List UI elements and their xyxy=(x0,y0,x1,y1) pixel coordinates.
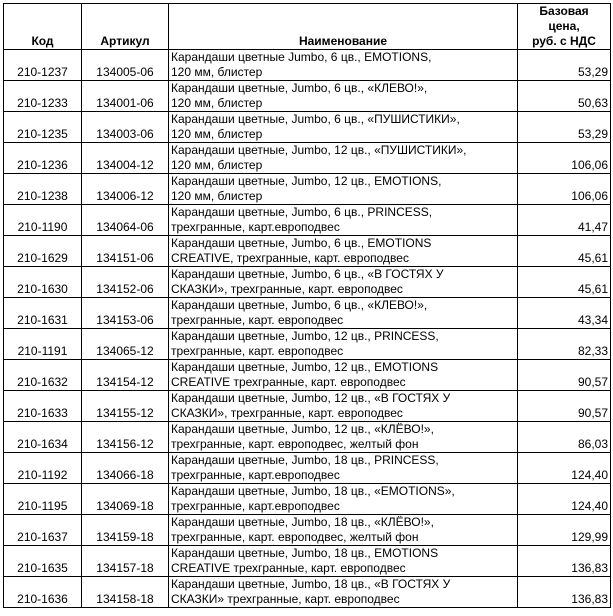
cell-name xyxy=(169,112,518,143)
header-price-line1: Базовая xyxy=(539,4,589,18)
cell-name-line2: СКАЗКИ», трехгранные, карт. европодвес xyxy=(171,282,403,296)
cell-name-line2: 120 мм, блистер xyxy=(171,189,263,203)
cell-price: 82,33 xyxy=(518,329,611,360)
cell-name xyxy=(169,50,518,81)
cell-code: 210-1190 xyxy=(4,205,82,236)
cell-name-line2: CREATIVE, трехгранные, карт. европодвес xyxy=(171,251,409,265)
table-row xyxy=(4,546,611,577)
table-row xyxy=(4,453,611,484)
cell-article: 134066-18 xyxy=(82,453,169,484)
cell-price: 45,61 xyxy=(518,236,611,267)
cell-name xyxy=(169,391,518,422)
header-price xyxy=(518,4,611,50)
table-row xyxy=(4,236,611,267)
cell-name-line2: трехгранные, карт.европодвес xyxy=(171,468,340,482)
cell-name-line1: Карандаши цветные, Jumbo, 18 цв., EMOTIONS xyxy=(171,546,439,560)
cell-name-line2: трехгранные, карт.европодвес xyxy=(171,220,340,234)
table-row xyxy=(4,422,611,453)
cell-article: 134157-18 xyxy=(82,546,169,577)
header-name: Наименование xyxy=(169,4,518,50)
cell-price: 136,83 xyxy=(518,546,611,577)
table-row xyxy=(4,577,611,608)
cell-name-line2: 120 мм, блистер xyxy=(171,96,263,110)
cell-name xyxy=(169,205,518,236)
cell-price: 90,57 xyxy=(518,360,611,391)
table-row xyxy=(4,391,611,422)
cell-name-line2: 120 мм, блистер xyxy=(171,127,263,141)
cell-name-line1: Карандаши цветные, Jumbo, 18 цв., PRINCESS, xyxy=(171,453,439,467)
cell-name xyxy=(169,81,518,112)
cell-article: 134069-18 xyxy=(82,484,169,515)
cell-name-line1: Карандаши цветные, Jumbo, 6 цв., EMOTIONS xyxy=(171,236,432,250)
cell-article: 134004-12 xyxy=(82,143,169,174)
cell-name-line2: трехгранные, карт.европодвес xyxy=(171,499,340,513)
cell-name xyxy=(169,577,518,608)
cell-code: 210-1192 xyxy=(4,453,82,484)
cell-name-line1: Карандаши цветные, Jumbo, 6 цв., PRINCESS, xyxy=(171,205,433,219)
header-price-line3: руб. с НДС xyxy=(532,34,596,48)
cell-name xyxy=(169,484,518,515)
cell-code: 210-1191 xyxy=(4,329,82,360)
cell-price: 41,47 xyxy=(518,205,611,236)
cell-name-line2: СКАЗКИ» трехгранные, карт. европодвес xyxy=(171,592,400,606)
cell-price: 106,06 xyxy=(518,143,611,174)
cell-name xyxy=(169,360,518,391)
cell-code: 210-1631 xyxy=(4,298,82,329)
cell-name-line2: 120 мм, блистер xyxy=(171,158,263,172)
cell-code: 210-1237 xyxy=(4,50,82,81)
cell-code: 210-1634 xyxy=(4,422,82,453)
cell-name-line1: Карандаши цветные, Jumbo, 12 цв., EMOTIONS xyxy=(171,360,439,374)
cell-code: 210-1238 xyxy=(4,174,82,205)
table-row xyxy=(4,484,611,515)
cell-article: 134005-06 xyxy=(82,50,169,81)
cell-name-line1: Карандаши цветные, Jumbo, 12 цв., «ПУШИСТИКИ», xyxy=(171,143,467,157)
cell-price: 124,40 xyxy=(518,484,611,515)
cell-name-line2: трехгранные, карт. европодвес xyxy=(171,313,344,327)
table-row xyxy=(4,298,611,329)
cell-name xyxy=(169,143,518,174)
cell-code: 210-1637 xyxy=(4,515,82,546)
header-price-line2: цена, xyxy=(548,19,580,33)
cell-name-line1: Карандаши цветные Jumbo, 6 цв., EMOTIONS, xyxy=(171,50,432,64)
cell-name xyxy=(169,453,518,484)
cell-price: 124,40 xyxy=(518,453,611,484)
table-row xyxy=(4,205,611,236)
table-row xyxy=(4,174,611,205)
cell-code: 210-1632 xyxy=(4,360,82,391)
cell-name-line1: Карандаши цветные, Jumbo, 12 цв., «КЛЁВО!», xyxy=(171,422,434,436)
cell-article: 134156-12 xyxy=(82,422,169,453)
cell-article: 134003-06 xyxy=(82,112,169,143)
cell-name-line1: Карандаши цветные, Jumbo, 6 цв., «ПУШИСТИКИ», xyxy=(171,112,460,126)
cell-price: 90,57 xyxy=(518,391,611,422)
cell-name-line1: Карандаши цветные, Jumbo, 18 цв., «EMOTIONS», xyxy=(171,484,455,498)
cell-code: 210-1636 xyxy=(4,577,82,608)
cell-name-line1: Карандаши цветные, Jumbo, 18 цв., «В ГОСТЯХ У xyxy=(171,577,451,591)
cell-price: 53,29 xyxy=(518,50,611,81)
cell-name-line1: Карандаши цветные, Jumbo, 12 цв., EMOTIONS, xyxy=(171,174,442,188)
cell-name-line1: Карандаши цветные, Jumbo, 6 цв., «КЛЕВО!», xyxy=(171,298,428,312)
cell-article: 134159-18 xyxy=(82,515,169,546)
table-row xyxy=(4,81,611,112)
cell-price: 106,06 xyxy=(518,174,611,205)
cell-name-line2: CREATIVE трехгранные, карт. европодвес xyxy=(171,375,406,389)
cell-article: 134154-12 xyxy=(82,360,169,391)
cell-code: 210-1233 xyxy=(4,81,82,112)
cell-name-line2: CREATIVE трехгранные, карт. европодвес xyxy=(171,561,406,575)
table-row xyxy=(4,515,611,546)
cell-article: 134155-12 xyxy=(82,391,169,422)
header-row xyxy=(4,4,611,50)
cell-name-line1: Карандаши цветные, Jumbo, 12 цв., «В ГОСТЯХ У xyxy=(171,391,451,405)
cell-name-line1: Карандаши цветные, Jumbo, 12 цв., PRINCESS, xyxy=(171,329,439,343)
cell-code: 210-1235 xyxy=(4,112,82,143)
cell-code: 210-1633 xyxy=(4,391,82,422)
cell-name xyxy=(169,329,518,360)
table-row xyxy=(4,50,611,81)
cell-code: 210-1635 xyxy=(4,546,82,577)
cell-article: 134151-06 xyxy=(82,236,169,267)
cell-code: 210-1630 xyxy=(4,267,82,298)
price-table xyxy=(3,3,611,608)
cell-price: 43,34 xyxy=(518,298,611,329)
cell-name-line2: СКАЗКИ», трехгранные, карт. европодвес xyxy=(171,406,403,420)
cell-name-line1: Карандаши цветные, Jumbo, 6 цв., «КЛЕВО!», xyxy=(171,81,428,95)
cell-article: 134158-18 xyxy=(82,577,169,608)
cell-name xyxy=(169,422,518,453)
cell-name xyxy=(169,236,518,267)
cell-name-line1: Карандаши цветные, Jumbo, 6 цв., «В ГОСТЯХ У xyxy=(171,267,444,281)
cell-name-line2: 120 мм, блистер xyxy=(171,65,263,79)
table-row xyxy=(4,329,611,360)
cell-article: 134001-06 xyxy=(82,81,169,112)
cell-price: 50,63 xyxy=(518,81,611,112)
cell-article: 134064-06 xyxy=(82,205,169,236)
cell-name-line2: трехгранные, карт. европодвес, желтый фон xyxy=(171,530,419,544)
table-row xyxy=(4,267,611,298)
cell-price: 86,03 xyxy=(518,422,611,453)
cell-article: 134065-12 xyxy=(82,329,169,360)
cell-name xyxy=(169,174,518,205)
header-code: Код xyxy=(4,4,82,50)
cell-article: 134153-06 xyxy=(82,298,169,329)
table-row xyxy=(4,360,611,391)
cell-name xyxy=(169,267,518,298)
cell-name-line2: трехгранные, карт. европодвес, желтый фон xyxy=(171,437,419,451)
cell-code: 210-1195 xyxy=(4,484,82,515)
table-row xyxy=(4,112,611,143)
cell-price: 45,61 xyxy=(518,267,611,298)
cell-price: 53,29 xyxy=(518,112,611,143)
cell-name-line2: трехгранные, карт. европодвес xyxy=(171,344,344,358)
cell-article: 134152-06 xyxy=(82,267,169,298)
cell-name xyxy=(169,515,518,546)
header-article: Артикул xyxy=(82,4,169,50)
table-row xyxy=(4,143,611,174)
cell-price: 136,83 xyxy=(518,577,611,608)
cell-name xyxy=(169,546,518,577)
cell-price: 129,99 xyxy=(518,515,611,546)
cell-name-line1: Карандаши цветные, Jumbo, 18 цв., «КЛЁВО!», xyxy=(171,515,434,529)
cell-name xyxy=(169,298,518,329)
cell-code: 210-1236 xyxy=(4,143,82,174)
cell-code: 210-1629 xyxy=(4,236,82,267)
cell-article: 134006-12 xyxy=(82,174,169,205)
